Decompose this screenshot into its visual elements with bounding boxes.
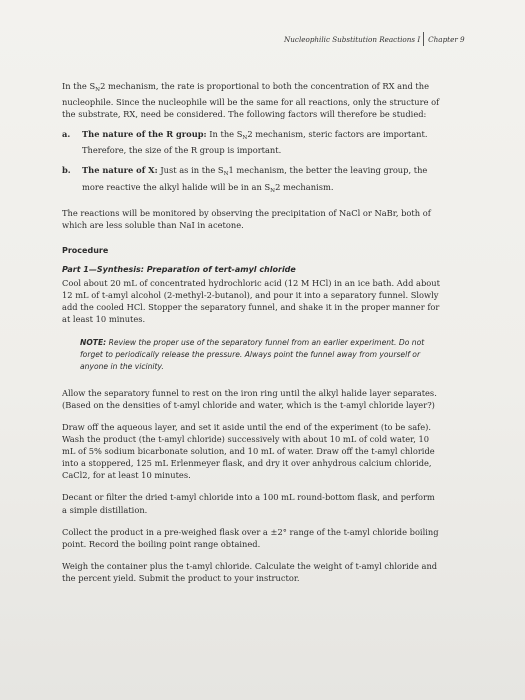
intro-text-1: In the S (62, 81, 96, 91)
procedure-step-1: Allow the separatory funnel to rest on the iron ring until the alkyl halide layer separates. (Based on the densities of t-amyl chloride and water, which is the t-amyl chloride layer?) (62, 387, 437, 410)
factor-item-a (62, 128, 442, 156)
factor-marker-a: a. (62, 129, 71, 140)
chapter-label: Chapter 9 (428, 35, 465, 44)
running-head (284, 32, 465, 46)
factor-marker-b: b. (62, 165, 71, 176)
safety-note (80, 337, 442, 372)
note-label: NOTE: (80, 338, 107, 348)
intro-text-2: 2 mechanism, the rate is proportional to both the concentration of RX and the nucleophile. Since the nucleophile will be the same for all reactions, only the structure of the substrate, RX, need be considered. The following factors will therefore be studied: (62, 81, 440, 120)
part1-paragraph: Cool about 20 mL of concentrated hydrochloric acid (12 M HCl) in an ice bath. Add about 12 mL of t-amyl alcohol (2-methyl-2-butanol), and pour it into a separatory funnel. Slowly add the cooled HCl. Stopper the separatory funnel, and shake it in the proper manner for at least 10 minutes. (62, 278, 440, 325)
factor-text-b1: Just as in the S (157, 165, 224, 176)
note-text: Review the proper use of the separatory funnel from an earlier experiment. Do not forget to periodically release the pressure. Always point the funnel away from yourself or anyone in the vicinity. (80, 338, 425, 371)
procedure-heading: Procedure (62, 245, 109, 255)
part1-title: Part 1—Synthesis: Preparation of tert-amyl chloride (62, 264, 296, 274)
reactions-paragraph: The reactions will be monitored by observing the precipitation of NaCl or NaBr, both of which are less soluble than NaI in acetone. (62, 207, 431, 230)
intro-subscript: N (95, 87, 101, 93)
procedure-step-4: Collect the product in a pre-weighed flask over a ±2° range of the t-amyl chloride boiling point. Record the boiling point range obtained. (62, 526, 439, 549)
factor-subscript-a: N (242, 135, 248, 142)
procedure-step-5: Weigh the container plus the t-amyl chloride. Calculate the weight of t-amyl chloride and the percent yield. Submit the product to your instructor. (62, 560, 438, 583)
factor-text-a1: In the S (206, 129, 243, 140)
procedure-step-2: Draw off the aqueous layer, and set it aside until the end of the experiment (to be safe). Wash the product (the t-amyl chloride) successively with about 10 mL of cold water, 10 mL of 5% sodium bicarbonate solution, and 10 mL of water. Draw off the t-amyl chloride into a stoppered, 125 mL Erlenmeyer flask, and dry it over anhydrous calcium chloride, CaCl2, for at least 10 minutes. (62, 421, 435, 481)
header-divider (423, 32, 424, 46)
intro-paragraph (62, 80, 442, 120)
factor-item-b (62, 164, 442, 196)
factor-subscript-b1: N (223, 171, 229, 178)
procedure-step-3: Decant or filter the dried t-amyl chloride into a 100 mL round-bottom flask, and perform a simple distillation. (62, 492, 435, 515)
page-content (62, 80, 442, 584)
running-title: Nucleophilic Substitution Reactions I (284, 35, 421, 44)
factor-subscript-b2: N (270, 187, 276, 194)
factor-text-b2: 1 mechanism, the better the leaving group, the more reactive the alkyl halide will be in an S (82, 165, 428, 192)
factor-text-a2: 2 mechanism, steric factors are important. Therefore, the size of the R group is important. (82, 129, 428, 156)
factor-title-a: The nature of the R group: (82, 129, 207, 140)
factor-text-b3: 2 mechanism. (275, 181, 334, 192)
factor-title-b: The nature of X: (82, 165, 158, 176)
